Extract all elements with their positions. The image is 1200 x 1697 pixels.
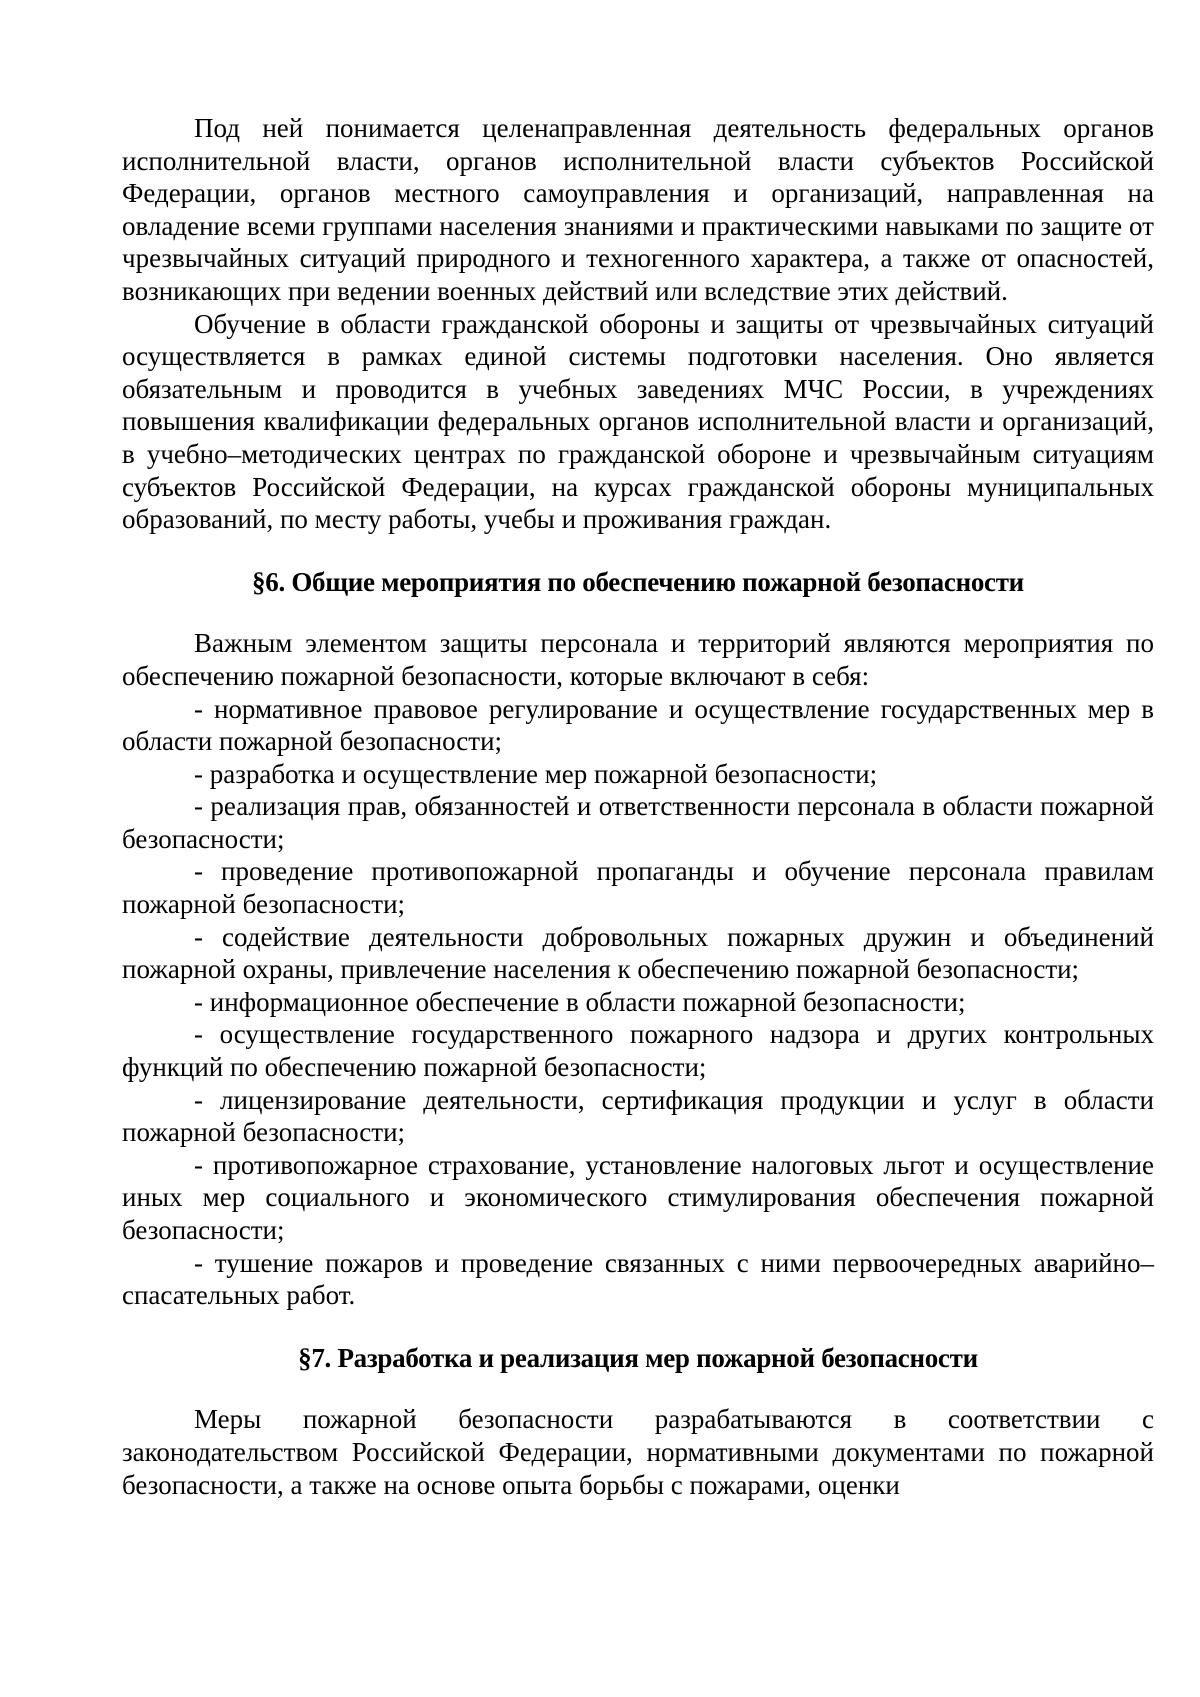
list-item: - информационное обеспечение в области пожарной безопасности; bbox=[194, 986, 966, 1017]
section-7-heading: §7. Разработка и реализация мер пожарной безопасности bbox=[298, 1342, 978, 1373]
list-item: - разработка и осуществление мер пожарной безопасности; bbox=[194, 758, 878, 789]
list-item: - лицензирование деятельности, сертификация продукции и услуг в области пожарной безопасности; bbox=[122, 1084, 1154, 1148]
section-6-lead: Важным элементом защиты персонала и территорий являются мероприятия по обеспечению пожарной безопасности, которые включают в себя: bbox=[122, 628, 1154, 691]
intro-paragraph-1: Под ней понимается целенаправленная деятельность федеральных органов исполнительной власти, органов исполнительной власти субъектов Российской Федерации, органов местного самоуправления и организаций, направленная на овладение всеми группами населения знаниями и практическими навыками по защите от чрезвычайных ситуаций природного и техногенного характера, а также от опасностей, возникающих при ведении военных действий или вследствие этих действий. bbox=[122, 113, 1154, 306]
spacer bbox=[122, 536, 1154, 566]
list-item: - содействие деятельности добровольных пожарных дружин и объединений пожарной охраны, привлечение населения к обеспечению пожарной безопасности; bbox=[122, 921, 1154, 985]
section-6-heading: §6. Общие мероприятия по обеспечению пожарной безопасности bbox=[252, 566, 1024, 597]
list-item: - осуществление государственного пожарного надзора и других контрольных функций по обеспечению пожарной безопасности; bbox=[122, 1019, 1154, 1083]
list-item: - тушение пожаров и проведение связанных с ними первоочередных аварийно–спасательных работ. bbox=[122, 1247, 1154, 1311]
list-item: - проведение противопожарной пропаганды и обучение персонала правилам пожарной безопасности; bbox=[122, 856, 1154, 920]
section-7-paragraph: Меры пожарной безопасности разрабатываются в соответствии с законодательством Российской Федерации, нормативными документами по пожарной безопасности, а также на основе опыта борьбы с пожарами, оценки bbox=[122, 1404, 1154, 1500]
intro-paragraph-2: Обучение в области гражданской обороны и защиты от чрезвычайных ситуаций осуществляется в рамках единой системы подготовки населения. Оно является обязательным и проводится в учебных заведениях МЧС России, в учреждениях повышения квалификации федеральных органов исполнительной власти и организаций, в учебно–методических центрах по гражданской обороне и чрезвычайным ситуациям субъектов Российской Федерации, на курсах гражданской обороны муниципальных образований, по месту работы, учебы и проживания граждан. bbox=[122, 308, 1154, 535]
spacer bbox=[122, 598, 1154, 627]
list-item: - противопожарное страхование, установление налоговых льгот и осуществление иных мер социального и экономического стимулирования обеспечения пожарной безопасности; bbox=[122, 1149, 1154, 1245]
list-item: - реализация прав, обязанностей и ответственности персонала в области пожарной безопасности; bbox=[122, 791, 1154, 854]
spacer bbox=[122, 1374, 1154, 1403]
list-item: - нормативное правовое регулирование и осуществление государственных мер в области пожарной безопасности; bbox=[122, 693, 1154, 757]
spacer bbox=[122, 1312, 1154, 1342]
document-page bbox=[122, 112, 1154, 1501]
